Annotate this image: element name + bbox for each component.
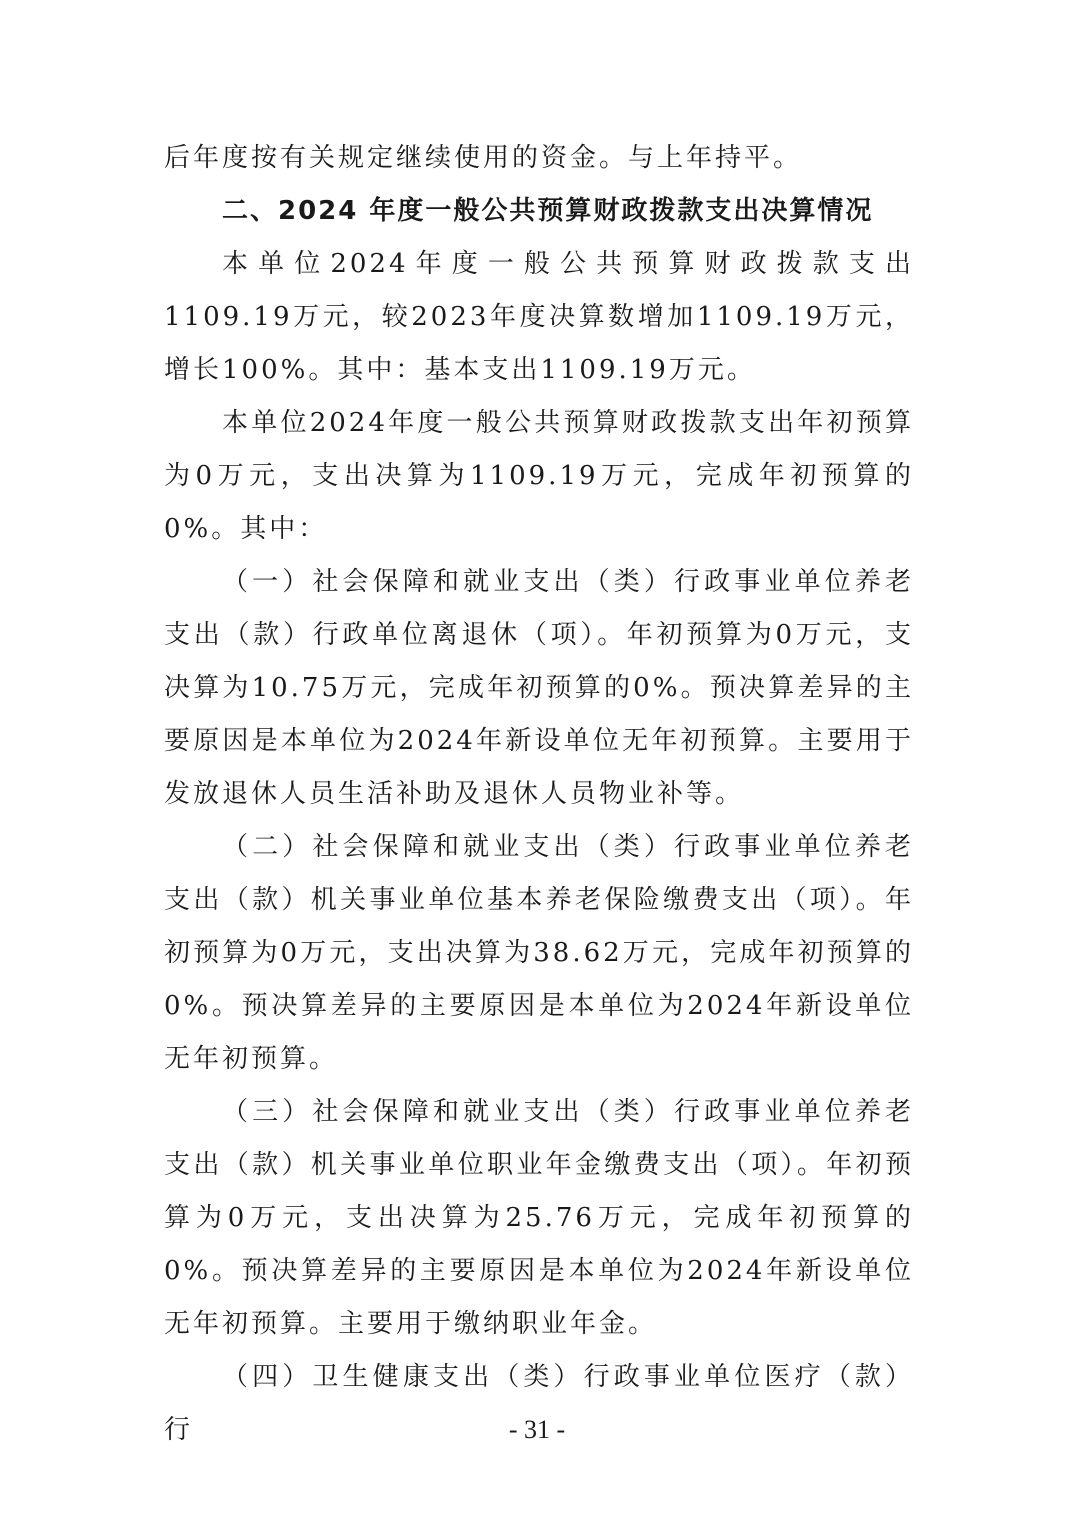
paragraph-item-2: （二）社会保障和就业支出（类）行政事业单位养老支出（款）机关事业单位基本养老保险缴费支出（项）。年初预算为0万元，支出决算为38.62万元，完成年初预算的0%。预决算差异的主要原因是本单位为2024年新设单位无年初预算。	[164, 832, 914, 1074]
body-text	[164, 132, 914, 1457]
paragraph-total-expenditure: 本单位2024年度一般公共预算财政拨款支出1109.19万元，较2023年度决算数增加1109.19万元，增长100%。其中：基本支出1109.19万元。	[164, 249, 914, 385]
paragraph-item-3: （三）社会保障和就业支出（类）行政事业单位养老支出（款）机关事业单位职业年金缴费支出（项）。年初预算为0万元，支出决算为25.76万元，完成年初预算的0%。预决算差异的主要原因是本单位为2024年新设单位无年初预算。主要用于缴纳职业年金。	[164, 1097, 914, 1339]
paragraph-initial-budget: 本单位2024年度一般公共预算财政拨款支出年初预算为0万元，支出决算为1109.19万元，完成年初预算的0%。其中：	[164, 408, 914, 544]
section-heading: 二、2024 年度一般公共预算财政拨款支出决算情况	[222, 196, 874, 226]
page-number: - 31 -	[508, 1415, 566, 1444]
paragraph-item-1: （一）社会保障和就业支出（类）行政事业单位养老支出（款）行政单位离退休（项）。年初预算为0万元，支决算为10.75万元，完成年初预算的0%。预决算差异的主要原因是本单位为2024年新设单位无年初预算。主要用于发放退休人员生活补助及退休人员物业补等。	[164, 567, 914, 809]
continuation-paragraph: 后年度按有关规定继续使用的资金。与上年持平。	[164, 143, 803, 173]
paragraph-item-4: （四）卫生健康支出（类）行政事业单位医疗（款）行	[164, 1362, 914, 1445]
